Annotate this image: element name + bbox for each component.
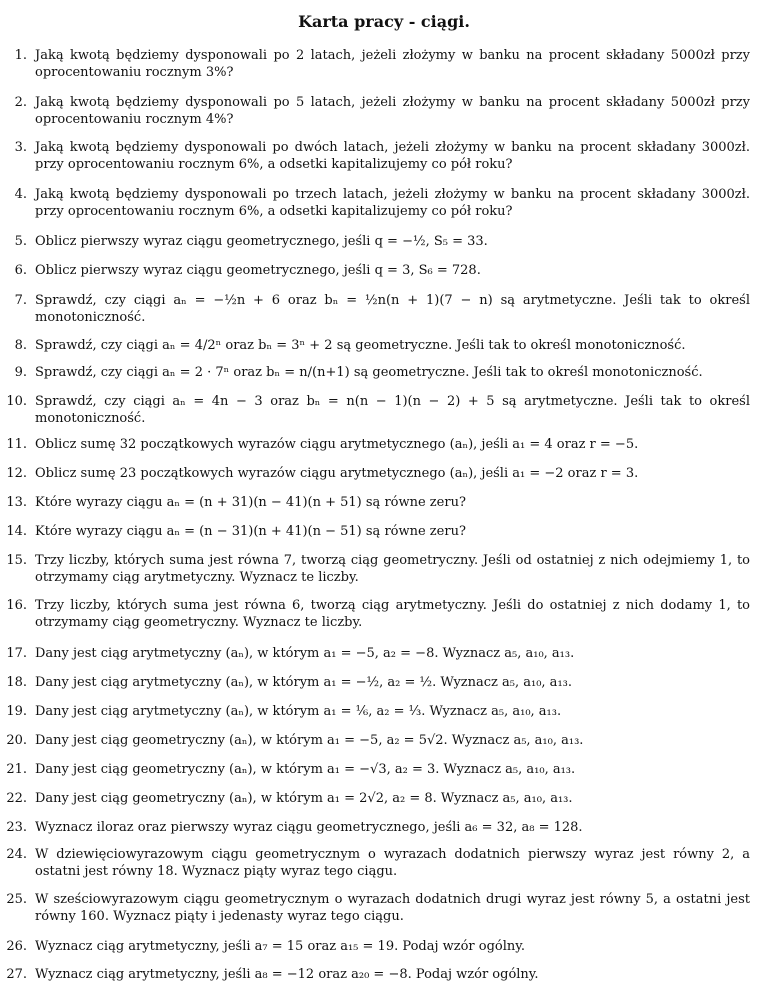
task-item bbox=[14, 233, 750, 250]
task-item bbox=[14, 186, 750, 220]
task-number: 7. bbox=[14, 293, 27, 308]
task-text: Jaką kwotą będziemy dysponowali po trzech latach, jeżeli złożymy w banku na procent składany 3000zł. przy oprocentowaniu rocznym 6%, a odsetki kapitalizujemy co pół roku? bbox=[35, 187, 750, 219]
task-item bbox=[6, 494, 750, 511]
task-number: 20. bbox=[6, 733, 27, 748]
task-item bbox=[6, 597, 750, 631]
task-item bbox=[6, 674, 750, 691]
task-item bbox=[14, 292, 750, 326]
task-number: 17. bbox=[6, 646, 27, 661]
task-number: 25. bbox=[6, 892, 27, 907]
task-item bbox=[6, 891, 750, 925]
task-number: 23. bbox=[6, 820, 27, 835]
task-text: Oblicz sumę 32 początkowych wyrazów ciągu arytmetycznego (aₙ), jeśli a₁ = 4 oraz r = −5. bbox=[35, 437, 639, 452]
task-item bbox=[6, 703, 750, 720]
task-text: Dany jest ciąg geometryczny (aₙ), w którym a₁ = −√3, a₂ = 3. Wyznacz a₅, a₁₀, a₁₃. bbox=[35, 762, 576, 777]
task-item bbox=[6, 938, 750, 955]
task-number: 19. bbox=[6, 704, 27, 719]
task-text: Dany jest ciąg arytmetyczny (aₙ), w którym a₁ = ⅙, a₂ = ⅓. Wyznacz a₅, a₁₀, a₁₃. bbox=[35, 704, 562, 719]
task-number: 11. bbox=[6, 437, 27, 452]
task-number: 10. bbox=[6, 394, 27, 409]
task-number: 22. bbox=[6, 791, 27, 806]
task-item bbox=[6, 523, 750, 540]
task-item bbox=[14, 262, 750, 279]
task-item bbox=[6, 465, 750, 482]
task-item bbox=[14, 139, 750, 173]
task-text: Jaką kwotą będziemy dysponowali po 2 latach, jeżeli złożymy w banku na procent składany 5000zł przy oprocentowaniu rocznym 3%? bbox=[35, 48, 750, 80]
task-text: Wyznacz iloraz oraz pierwszy wyraz ciągu geometrycznego, jeśli a₆ = 32, a₈ = 128. bbox=[35, 820, 583, 835]
task-item bbox=[6, 552, 750, 586]
worksheet-title: Karta pracy - ciągi. bbox=[298, 12, 470, 31]
task-item bbox=[6, 645, 750, 662]
task-number: 6. bbox=[14, 263, 27, 278]
task-text: Trzy liczby, których suma jest równa 6, tworzą ciąg arytmetyczny. Jeśli do ostatniej z nich dodamy 1, to otrzymamy ciąg geometryczny. Wyznacz te liczby. bbox=[35, 598, 750, 630]
task-number: 15. bbox=[6, 553, 27, 568]
task-item bbox=[14, 337, 750, 354]
task-number: 2. bbox=[14, 95, 27, 110]
task-item bbox=[6, 846, 750, 880]
task-text: Dany jest ciąg geometryczny (aₙ), w którym a₁ = 2√2, a₂ = 8. Wyznacz a₅, a₁₀, a₁₃. bbox=[35, 791, 573, 806]
task-text: Sprawdź, czy ciągi aₙ = −½n + 6 oraz bₙ = ½n(n + 1)(7 − n) są arytmetyczne. Jeśli tak to określ monotoniczność. bbox=[35, 293, 750, 325]
task-text: Dany jest ciąg arytmetyczny (aₙ), w którym a₁ = −5, a₂ = −8. Wyznacz a₅, a₁₀, a₁₃. bbox=[35, 646, 575, 661]
task-text: Jaką kwotą będziemy dysponowali po dwóch latach, jeżeli złożymy w banku na procent składany 3000zł. przy oprocentowaniu rocznym 6%, a odsetki kapitalizujemy co pół roku? bbox=[35, 140, 750, 172]
task-number: 5. bbox=[14, 234, 27, 249]
task-item bbox=[14, 364, 750, 381]
task-text: Oblicz pierwszy wyraz ciągu geometrycznego, jeśli q = −½, S₅ = 33. bbox=[35, 234, 488, 249]
task-number: 27. bbox=[6, 967, 27, 982]
task-number: 26. bbox=[6, 939, 27, 954]
task-item bbox=[6, 790, 750, 807]
task-item bbox=[14, 47, 750, 81]
task-number: 24. bbox=[6, 847, 27, 862]
task-text: Oblicz pierwszy wyraz ciągu geometrycznego, jeśli q = 3, S₆ = 728. bbox=[35, 263, 481, 278]
task-text: Trzy liczby, których suma jest równa 7, tworzą ciąg geometryczny. Jeśli od ostatniej z nich odejmiemy 1, to otrzymamy ciąg arytmetyczny. Wyznacz te liczby. bbox=[35, 553, 750, 585]
task-text: Wyznacz ciąg arytmetyczny, jeśli a₇ = 15 oraz a₁₅ = 19. Podaj wzór ogólny. bbox=[35, 939, 526, 954]
task-number: 18. bbox=[6, 675, 27, 690]
task-number: 13. bbox=[6, 495, 27, 510]
task-item bbox=[6, 761, 750, 778]
task-text: Oblicz sumę 23 początkowych wyrazów ciągu arytmetycznego (aₙ), jeśli a₁ = −2 oraz r = 3. bbox=[35, 466, 639, 481]
task-text: Które wyrazy ciągu aₙ = (n − 31)(n + 41)(n − 51) są równe zeru? bbox=[35, 524, 466, 539]
task-number: 21. bbox=[6, 762, 27, 777]
task-item bbox=[6, 966, 750, 983]
task-number: 9. bbox=[14, 365, 27, 380]
task-text: Dany jest ciąg geometryczny (aₙ), w którym a₁ = −5, a₂ = 5√2. Wyznacz a₅, a₁₀, a₁₃. bbox=[35, 733, 584, 748]
task-text: Sprawdź, czy ciągi aₙ = 2 · 7ⁿ oraz bₙ = n/(n+1) są geometryczne. Jeśli tak to określ monotoniczność. bbox=[35, 365, 703, 380]
task-text: Sprawdź, czy ciągi aₙ = 4/2ⁿ oraz bₙ = 3ⁿ + 2 są geometryczne. Jeśli tak to określ monotoniczność. bbox=[35, 338, 686, 353]
task-text: W sześciowyrazowym ciągu geometrycznym o wyrazach dodatnich drugi wyraz jest równy 5, a ostatni jest równy 160. Wyznacz piąty i jedenasty wyraz tego ciągu. bbox=[35, 892, 750, 924]
task-text: Sprawdź, czy ciągi aₙ = 4n − 3 oraz bₙ = n(n − 1)(n − 2) + 5 są arytmetyczne. Jeśli tak to określ monotoniczność. bbox=[35, 394, 750, 426]
task-number: 4. bbox=[14, 187, 27, 202]
task-text: W dziewięciowyrazowym ciągu geometrycznym o wyrazach dodatnich pierwszy wyraz jest równy 2, a ostatni jest równy 18. Wyznacz piąty wyraz tego ciągu. bbox=[35, 847, 750, 879]
task-text: Dany jest ciąg arytmetyczny (aₙ), w którym a₁ = −½, a₂ = ½. Wyznacz a₅, a₁₀, a₁₃. bbox=[35, 675, 572, 690]
task-text: Wyznacz ciąg arytmetyczny, jeśli a₈ = −12 oraz a₂₀ = −8. Podaj wzór ogólny. bbox=[35, 967, 539, 982]
task-item bbox=[6, 393, 750, 427]
task-item bbox=[6, 819, 750, 836]
task-item bbox=[6, 436, 750, 453]
task-number: 16. bbox=[6, 598, 27, 613]
task-number: 12. bbox=[6, 466, 27, 481]
task-number: 14. bbox=[6, 524, 27, 539]
task-text: Które wyrazy ciągu aₙ = (n + 31)(n − 41)(n + 51) są równe zeru? bbox=[35, 495, 466, 510]
task-number: 3. bbox=[14, 140, 27, 155]
task-item bbox=[14, 94, 750, 128]
task-number: 8. bbox=[14, 338, 27, 353]
task-item bbox=[6, 732, 750, 749]
task-number: 1. bbox=[14, 48, 27, 63]
task-text: Jaką kwotą będziemy dysponowali po 5 latach, jeżeli złożymy w banku na procent składany 5000zł przy oprocentowaniu rocznym 4%? bbox=[35, 95, 750, 127]
